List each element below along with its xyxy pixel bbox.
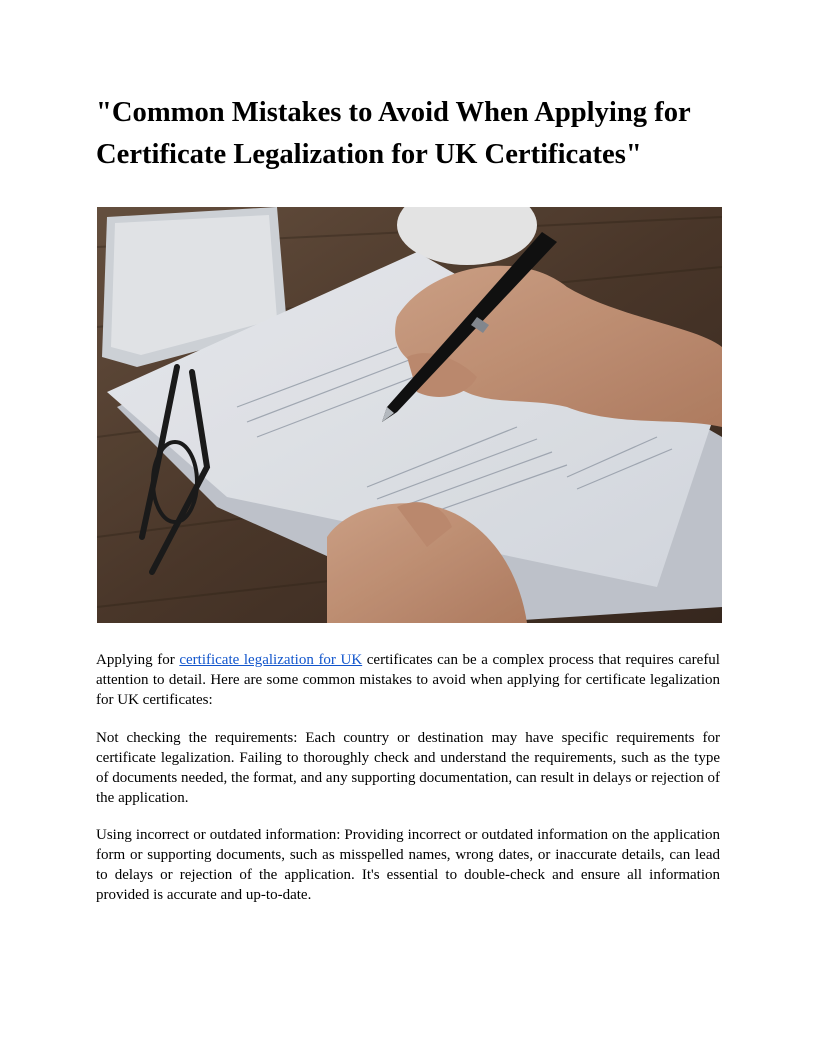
intro-text-after: certificates can be a complex process that requires careful attention to detail. Here are some common mistakes to avoid when applying for certificate legalization for UK certificates: [96, 652, 720, 708]
intro-text-before: Applying for [96, 652, 180, 668]
intro-paragraph [96, 650, 720, 710]
paragraph-incorrect-info: Using incorrect or outdated information: Providing incorrect or outdated information on the application form or supporting documents, such as misspelled names, wrong dates, or inaccurate details, can lead to delays or rejection of the application. It's essential to double-check and ensure all information provided is accurate and up-to-date. [96, 827, 720, 903]
article-title: "Common Mistakes to Avoid When Applying for Certificate Legalization for UK Certificates" [96, 97, 691, 170]
paragraph-requirements: Not checking the requirements: Each country or destination may have specific requirements for certificate legalization. Failing to thoroughly check and understand the requirements, such as the type of documents needed, the format, and any supporting documentation, can result in delays or rejection of the application. [96, 730, 720, 806]
photo-hands-signing-document [97, 207, 722, 623]
certificate-legalization-link[interactable]: certificate legalization for UK [179, 652, 363, 668]
